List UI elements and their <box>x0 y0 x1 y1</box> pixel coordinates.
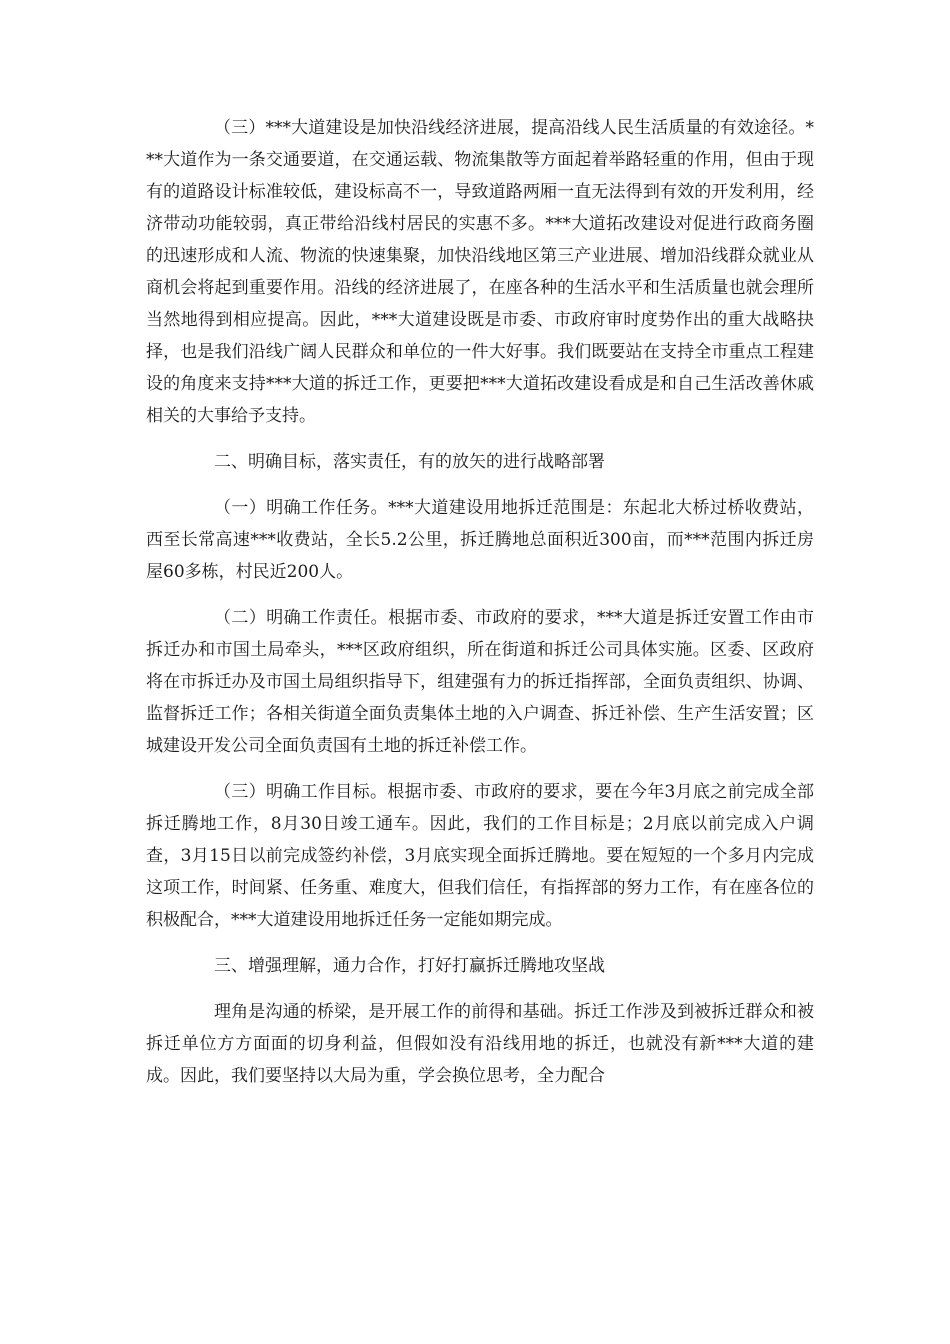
paragraph-gap <box>146 936 814 950</box>
document-page <box>146 112 814 1092</box>
section-heading-3: 三、增强理解，通力合作，打好打赢拆迁腾地攻坚战 <box>214 956 605 976</box>
paragraph-section-2-3: （三）明确工作目标。根据市委、市政府的要求，要在今年3月底之前完成全部拆迁腾地工作，8月30日竣工通车。因此，我们的工作目标是；2月底以前完成入户调查，3月15日以前完成签约补偿，3月底实现全面拆迁腾地。要在短短的一个多月内完成这项工作，时间紧、任务重、难度大，但我们信任，有指挥部的努力工作，有在座各位的积极配合，***大道建设用地拆迁任务一定能如期完成。 <box>146 782 814 930</box>
paragraph-section-3-intro: 理角是沟通的桥梁，是开展工作的前得和基础。拆迁工作涉及到被拆迁群众和被拆迁单位方方面面的切身利益，但假如没有沿线用地的拆迁，也就没有新***大道的建成。因此，我们要坚持以大局为重，学会换位思考，全力配合 <box>146 1002 814 1086</box>
paragraph-gap <box>146 588 814 602</box>
paragraph-gap <box>146 432 814 446</box>
paragraph-gap <box>146 478 814 492</box>
paragraph-section-1-3: （三）***大道建设是加快沿线经济进展，提高沿线人民生活质量的有效途径。***大道作为一条交通要道，在交通运载、物流集散等方面起着举路轻重的作用，但由于现有的道路设计标准较低，建设标高不一，导致道路两厢一直无法得到有效的开发利用，经济带动功能较弱，真正带给沿线村居民的实惠不多。***大道拓改建设对促进行政商务圈的迅速形成和人流、物流的快速集聚，加快沿线地区第三产业进展、增加沿线群众就业从商机会将起到重要作用。沿线的经济进展了，在座各种的生活水平和生活质量也就会理所当然地得到相应提高。因此，***大道建设既是市委、市政府审时度势作出的重大战略抉择，也是我们沿线广阔人民群众和单位的一件大好事。我们既要站在支持全市重点工程建设的角度来支持***大道的拆迁工作，更要把***大道拓改建设看成是和自己生活改善休戚相关的大事给予支持。 <box>146 118 814 426</box>
paragraph-gap <box>146 762 814 776</box>
paragraph-gap <box>146 982 814 996</box>
paragraph-section-2-2: （二）明确工作责任。根据市委、市政府的要求，***大道是拆迁安置工作由市拆迁办和市国土局牵头，***区政府组织，所在街道和拆迁公司具体实施。区委、区政府将在市拆迁办及市国土局组织指导下，组建强有力的拆迁指挥部，全面负责组织、协调、监督拆迁工作；各相关街道全面负责集体土地的入户调查、拆迁补偿、生产生活安置；区城建设开发公司全面负责国有土地的拆迁补偿工作。 <box>146 608 814 756</box>
section-heading-2: 二、明确目标，落实责任，有的放矢的进行战略部署 <box>214 452 605 472</box>
paragraph-section-2-1: （一）明确工作任务。***大道建设用地拆迁范围是：东起北大桥过桥收费站，西至长常高速***收费站，全长5.2公里，拆迁腾地总面积近300亩，而***范围内拆迁房屋60多栋，村民近200人。 <box>146 498 814 582</box>
